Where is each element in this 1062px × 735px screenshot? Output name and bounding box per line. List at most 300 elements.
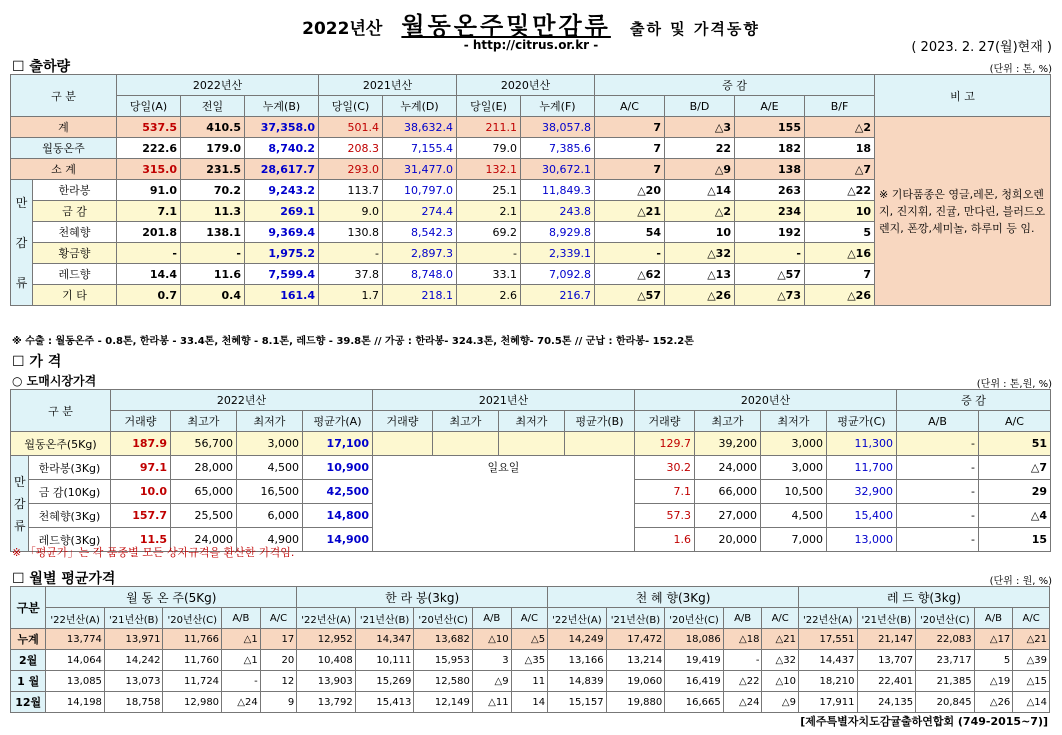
month-cell: 19,880 — [606, 692, 665, 713]
price-col-8: 거래량 — [635, 411, 695, 432]
monthly-title: ☐ 월별 평균가격 — [12, 571, 116, 587]
ship-cell: 2.1 — [457, 201, 521, 222]
price-col-2: 최저가 — [237, 411, 303, 432]
price-cell: 56,700 — [171, 432, 237, 456]
price-cell: 57.3 — [635, 504, 695, 528]
month-cell: 19,060 — [606, 671, 665, 692]
price-hdr-gubun: 구 분 — [11, 390, 111, 432]
ship-cell: 0.7 — [117, 285, 181, 306]
ship-group-char: 만 — [15, 195, 28, 210]
ship-remark: ※ 기타품종은 영글,레몬, 청희오렌지, 진지휘, 진귤, 만다린, 블러드오렌지, 폰깡,세미놀, 하루미 등 임. — [875, 117, 1051, 306]
price-cell: 66,000 — [695, 480, 761, 504]
ship-cell: 234 — [735, 201, 805, 222]
month-cell: △15 — [1013, 671, 1050, 692]
month-cell: 14,437 — [798, 650, 857, 671]
ship-hdr-remark: 비 고 — [875, 75, 1051, 117]
month-cell: △9 — [472, 671, 511, 692]
prices-unit: (단위 : 톤,원, %) — [976, 379, 1052, 390]
month-col: '22년산(A) — [798, 608, 857, 629]
price-cell: 39,200 — [695, 432, 761, 456]
month-cell: 10,408 — [297, 650, 356, 671]
month-cell: 12,580 — [414, 671, 473, 692]
ship-cell: 138.1 — [181, 222, 245, 243]
price-col-1: 최고가 — [171, 411, 237, 432]
price-cell: 29 — [979, 480, 1051, 504]
prices-note: ※ 「평균가」는 각 품종별 모든 상자규격을 환산한 가격임. — [12, 546, 295, 559]
price-cell: 10,900 — [303, 456, 373, 480]
shipments-note: ※ 수출 : 월동온주 - 0.8톤, 한라봉 - 33.4톤, 천혜향 - 8.1톤, 레드향 - 39.8톤 // 가공 : 한라봉- 324.3톤, 천혜향- 70.5톤 // 군납 : 한라봉- 152.2톤 — [12, 336, 694, 347]
month-cell: 13,166 — [548, 650, 607, 671]
ship-cell: - — [319, 243, 383, 264]
price-col-3: 평균가(A) — [303, 411, 373, 432]
month-cell: 3 — [472, 650, 511, 671]
ship-cell: 113.7 — [319, 180, 383, 201]
month-group-3: 레 드 향(3kg) — [798, 587, 1049, 608]
month-cell: △17 — [974, 629, 1013, 650]
ship-cell: 37,358.0 — [245, 117, 319, 138]
month-cell: △24 — [222, 692, 261, 713]
price-cell: 15 — [979, 528, 1051, 552]
ship-cell: 10,797.0 — [383, 180, 457, 201]
site-url[interactable]: - http://citrus.or.kr - — [463, 38, 599, 52]
price-cell: 129.7 — [635, 432, 695, 456]
ship-cell: △14 — [665, 180, 735, 201]
ship-col-8: B/D — [665, 96, 735, 117]
price-cell: 24,000 — [695, 456, 761, 480]
ship-cell: 10 — [805, 201, 875, 222]
price-cell — [499, 432, 565, 456]
ship-group-item-label: 기 타 — [33, 285, 117, 306]
ship-cell: 216.7 — [521, 285, 595, 306]
price-group-char: 감 — [14, 496, 26, 511]
month-cell: 13,214 — [606, 650, 665, 671]
ship-cell: 7,599.4 — [245, 264, 319, 285]
ship-cell: 7 — [595, 138, 665, 159]
month-cell: △5 — [511, 629, 548, 650]
month-cell: 18,086 — [665, 629, 724, 650]
price-group-item-label: 금 감(10Kg) — [29, 480, 111, 504]
ship-row-label: 월동온주 — [11, 138, 117, 159]
price-cell: - — [897, 480, 979, 504]
shipments-unit: (단위 : 톤, %) — [989, 64, 1052, 75]
ship-cell: 91.0 — [117, 180, 181, 201]
month-cell: 14,347 — [355, 629, 414, 650]
ship-cell: 263 — [735, 180, 805, 201]
ship-group-item-label: 레드향 — [33, 264, 117, 285]
month-cell: △22 — [723, 671, 762, 692]
month-cell: △21 — [762, 629, 798, 650]
ship-cell: 5 — [805, 222, 875, 243]
price-col-7: 평균가(B) — [565, 411, 635, 432]
ship-cell: △2 — [805, 117, 875, 138]
ship-cell: 9,369.4 — [245, 222, 319, 243]
month-cell: △19 — [974, 671, 1013, 692]
shipments-table — [10, 74, 1051, 306]
ship-cell: 79.0 — [457, 138, 521, 159]
month-row — [11, 671, 1050, 692]
ship-cell: 8,542.3 — [383, 222, 457, 243]
ship-cell: 7,092.8 — [521, 264, 595, 285]
ship-cell: 8,748.0 — [383, 264, 457, 285]
price-group-item-label: 천혜향(3Kg) — [29, 504, 111, 528]
month-cell: △21 — [1013, 629, 1050, 650]
price-cell: 24,000 — [171, 528, 237, 552]
ship-cell: 7 — [595, 159, 665, 180]
ship-cell: 10 — [665, 222, 735, 243]
month-row-label: 12월 — [11, 692, 46, 713]
month-col: A/B — [974, 608, 1013, 629]
month-cell: 17,551 — [798, 629, 857, 650]
month-col: '22년산(A) — [548, 608, 607, 629]
prices-title: ☐ 가 격 — [12, 354, 62, 370]
ship-col-3: 당일(C) — [319, 96, 383, 117]
month-cell: 18,758 — [104, 692, 163, 713]
price-cell: 4,900 — [237, 528, 303, 552]
price-hdr-2021: 2021년산 — [373, 390, 635, 411]
shipments-title: ☐ 출하량 — [12, 59, 70, 75]
ship-cell: 8,740.2 — [245, 138, 319, 159]
month-cell: △10 — [762, 671, 798, 692]
month-cell: 12 — [260, 671, 297, 692]
month-col: '20년산(C) — [414, 608, 473, 629]
ship-hdr-2022: 2022년산 — [117, 75, 319, 96]
ship-cell: 38,632.4 — [383, 117, 457, 138]
month-row — [11, 692, 1050, 713]
price-group-label — [11, 456, 29, 552]
ship-hdr-change: 증 감 — [595, 75, 875, 96]
price-cell: 25,500 — [171, 504, 237, 528]
price-cell — [373, 432, 433, 456]
month-cell: 11 — [511, 671, 548, 692]
ship-col-2: 누계(B) — [245, 96, 319, 117]
price-cell: 10,500 — [761, 480, 827, 504]
month-cell: △11 — [472, 692, 511, 713]
month-cell: △14 — [1013, 692, 1050, 713]
price-cell: 97.1 — [111, 456, 171, 480]
price-cell: 6,000 — [237, 504, 303, 528]
as-of-date: ( 2023. 2. 27(월)현재 ) — [911, 40, 1052, 55]
ship-cell: 161.4 — [245, 285, 319, 306]
month-cell: △1 — [222, 629, 261, 650]
ship-cell: 8,929.8 — [521, 222, 595, 243]
holiday-label: 일요일 — [487, 461, 520, 474]
ship-cell: 269.1 — [245, 201, 319, 222]
month-cell: 10,111 — [355, 650, 414, 671]
ship-cell: △20 — [595, 180, 665, 201]
ship-cell: 192 — [735, 222, 805, 243]
ship-cell: 537.5 — [117, 117, 181, 138]
month-cell: 20 — [260, 650, 297, 671]
monthly-table — [10, 586, 1050, 713]
ship-cell: 410.5 — [181, 117, 245, 138]
price-cell: 1.6 — [635, 528, 695, 552]
month-cell: 9 — [260, 692, 297, 713]
ship-cell: 179.0 — [181, 138, 245, 159]
month-row-label: 1 월 — [11, 671, 46, 692]
month-cell: 15,953 — [414, 650, 473, 671]
ship-cell: △57 — [735, 264, 805, 285]
month-row — [11, 629, 1050, 650]
title-sub: 출하 및 가격동향 — [629, 20, 760, 38]
ship-cell: △7 — [805, 159, 875, 180]
ship-cell: △62 — [595, 264, 665, 285]
month-col: '21년산(B) — [857, 608, 916, 629]
prices-subtitle: ○ 도매시장가격 — [12, 374, 97, 388]
ship-hdr-2021: 2021년산 — [319, 75, 457, 96]
price-row-label: 월동온주(5Kg) — [11, 432, 111, 456]
price-cell: △7 — [979, 456, 1051, 480]
price-cell: 10.0 — [111, 480, 171, 504]
ship-cell: 30,672.1 — [521, 159, 595, 180]
month-cell: 16,419 — [665, 671, 724, 692]
ship-cell: 2.6 — [457, 285, 521, 306]
price-cell: 28,000 — [171, 456, 237, 480]
ship-hdr-gubun: 구 분 — [11, 75, 117, 117]
month-cell: 23,717 — [916, 650, 975, 671]
report-title — [0, 6, 1062, 41]
ship-cell: △21 — [595, 201, 665, 222]
price-col-0: 거래량 — [111, 411, 171, 432]
ship-cell: 7 — [805, 264, 875, 285]
ship-group-char: 류 — [15, 275, 28, 290]
price-col-10: 최저가 — [761, 411, 827, 432]
price-hdr-2022: 2022년산 — [111, 390, 373, 411]
month-row — [11, 650, 1050, 671]
ship-group-item-label: 황금향 — [33, 243, 117, 264]
ship-cell: 7,155.4 — [383, 138, 457, 159]
month-col: '21년산(B) — [606, 608, 665, 629]
ship-group-label — [11, 180, 33, 306]
price-cell: 30.2 — [635, 456, 695, 480]
month-col: A/B — [222, 608, 261, 629]
month-cell: 11,766 — [163, 629, 222, 650]
month-cell: 22,083 — [916, 629, 975, 650]
ship-cell: 33.1 — [457, 264, 521, 285]
ship-cell: △73 — [735, 285, 805, 306]
price-cell: 157.7 — [111, 504, 171, 528]
price-cell: △4 — [979, 504, 1051, 528]
month-cell: 12,952 — [297, 629, 356, 650]
ship-cell: 9.0 — [319, 201, 383, 222]
price-group-char: 만 — [14, 474, 26, 489]
ship-cell: - — [735, 243, 805, 264]
ship-col-9: A/E — [735, 96, 805, 117]
month-cell: 13,903 — [297, 671, 356, 692]
ship-cell: 9,243.2 — [245, 180, 319, 201]
price-hdr-2020: 2020년산 — [635, 390, 897, 411]
ship-cell: 11.6 — [181, 264, 245, 285]
ship-cell: - — [595, 243, 665, 264]
month-cell: 18,210 — [798, 671, 857, 692]
month-cell: 17,911 — [798, 692, 857, 713]
month-cell: 13,707 — [857, 650, 916, 671]
month-cell: 14,064 — [46, 650, 105, 671]
price-cell: 42,500 — [303, 480, 373, 504]
month-col: A/B — [723, 608, 762, 629]
price-group-char: 류 — [14, 518, 26, 533]
ship-col-10: B/F — [805, 96, 875, 117]
price-cell: 65,000 — [171, 480, 237, 504]
ship-cell: 11.3 — [181, 201, 245, 222]
ship-cell: 2,339.1 — [521, 243, 595, 264]
price-hdr-change: 증 감 — [897, 390, 1051, 411]
title-year: 2022년산 — [302, 19, 383, 39]
ship-row-label: 소 계 — [11, 159, 117, 180]
month-cell: 13,073 — [104, 671, 163, 692]
price-group-row — [11, 456, 1051, 480]
ship-cell: 69.2 — [457, 222, 521, 243]
price-cell: 187.9 — [111, 432, 171, 456]
month-cell: 17,472 — [606, 629, 665, 650]
price-cell: 3,000 — [761, 432, 827, 456]
price-col-11: 평균가(C) — [827, 411, 897, 432]
monthly-unit: (단위 : 원, %) — [989, 576, 1052, 587]
ship-row — [11, 117, 1051, 138]
ship-cell: 37.8 — [319, 264, 383, 285]
ship-col-1: 전일 — [181, 96, 245, 117]
ship-cell: 28,617.7 — [245, 159, 319, 180]
ship-cell: 132.1 — [457, 159, 521, 180]
ship-col-6: 누계(F) — [521, 96, 595, 117]
month-cell: - — [222, 671, 261, 692]
month-cell: 15,269 — [355, 671, 414, 692]
month-cell: 12,149 — [414, 692, 473, 713]
month-cell: 24,135 — [857, 692, 916, 713]
ship-cell: △16 — [805, 243, 875, 264]
ship-cell: 2,897.3 — [383, 243, 457, 264]
month-cell: 14,198 — [46, 692, 105, 713]
ship-cell: 293.0 — [319, 159, 383, 180]
ship-cell: △22 — [805, 180, 875, 201]
month-col: A/C — [511, 608, 548, 629]
price-col-6: 최저가 — [499, 411, 565, 432]
month-cell: △9 — [762, 692, 798, 713]
price-col-13: A/C — [979, 411, 1051, 432]
ship-cell: 25.1 — [457, 180, 521, 201]
ship-col-0: 당일(A) — [117, 96, 181, 117]
ship-col-4: 누계(D) — [383, 96, 457, 117]
ship-cell: 138 — [735, 159, 805, 180]
price-cell: 27,000 — [695, 504, 761, 528]
ship-cell: 18 — [805, 138, 875, 159]
month-cell: 20,845 — [916, 692, 975, 713]
ship-cell: 7 — [595, 117, 665, 138]
ship-cell: 211.1 — [457, 117, 521, 138]
month-col: '20년산(C) — [916, 608, 975, 629]
price-cell — [565, 432, 635, 456]
ship-cell: △57 — [595, 285, 665, 306]
month-cell: 16,665 — [665, 692, 724, 713]
ship-cell: △32 — [665, 243, 735, 264]
month-group-0: 월 동 온 주(5Kg) — [46, 587, 297, 608]
month-cell: 14,839 — [548, 671, 607, 692]
price-cell: 13,000 — [827, 528, 897, 552]
month-cell: 21,147 — [857, 629, 916, 650]
ship-cell: △3 — [665, 117, 735, 138]
price-cell: 15,400 — [827, 504, 897, 528]
month-col: A/B — [472, 608, 511, 629]
ship-row-label: 계 — [11, 117, 117, 138]
month-cell: 14,249 — [548, 629, 607, 650]
price-col-12: A/B — [897, 411, 979, 432]
ship-cell: 70.2 — [181, 180, 245, 201]
price-col-5: 최고가 — [433, 411, 499, 432]
month-cell: 5 — [974, 650, 1013, 671]
month-cell: △35 — [511, 650, 548, 671]
month-cell: △32 — [762, 650, 798, 671]
month-col: '21년산(B) — [355, 608, 414, 629]
month-cell: 17 — [260, 629, 297, 650]
price-cell: 14,800 — [303, 504, 373, 528]
ship-cell: 31,477.0 — [383, 159, 457, 180]
price-col-9: 최고가 — [695, 411, 761, 432]
ship-cell: △13 — [665, 264, 735, 285]
price-group-item-label: 한라봉(3Kg) — [29, 456, 111, 480]
ship-cell: 14.4 — [117, 264, 181, 285]
price-cell: 20,000 — [695, 528, 761, 552]
price-col-4: 거래량 — [373, 411, 433, 432]
month-cell: 15,157 — [548, 692, 607, 713]
ship-cell: 231.5 — [181, 159, 245, 180]
month-cell: 14 — [511, 692, 548, 713]
ship-hdr-2020: 2020년산 — [457, 75, 595, 96]
ship-cell: 501.4 — [319, 117, 383, 138]
month-group-1: 한 라 봉(3kg) — [297, 587, 548, 608]
ship-cell: 1,975.2 — [245, 243, 319, 264]
month-col: A/C — [762, 608, 798, 629]
month-cell: 21,385 — [916, 671, 975, 692]
month-cell: 13,682 — [414, 629, 473, 650]
ship-group-item-label: 금 감 — [33, 201, 117, 222]
month-cell: 22,401 — [857, 671, 916, 692]
prices-table — [10, 389, 1051, 552]
month-cell: 15,413 — [355, 692, 414, 713]
price-cell: 32,900 — [827, 480, 897, 504]
month-col: '20년산(C) — [163, 608, 222, 629]
month-row-label: 2월 — [11, 650, 46, 671]
price-cell: 4,500 — [237, 456, 303, 480]
ship-cell: 0.4 — [181, 285, 245, 306]
ship-cell: 243.8 — [521, 201, 595, 222]
price-cell: - — [897, 456, 979, 480]
month-group-2: 천 혜 향(3Kg) — [548, 587, 799, 608]
ship-group-char: 감 — [15, 235, 28, 250]
month-cell: 13,085 — [46, 671, 105, 692]
price-cell: 16,500 — [237, 480, 303, 504]
month-col: '20년산(C) — [665, 608, 724, 629]
footer-org: [제주특별자치도감귤출하연합회 (749-2015~7)] — [800, 715, 1048, 728]
month-cell: △39 — [1013, 650, 1050, 671]
ship-cell: 155 — [735, 117, 805, 138]
month-col: A/C — [1013, 608, 1050, 629]
ship-cell: △2 — [665, 201, 735, 222]
month-cell: 11,760 — [163, 650, 222, 671]
month-cell: 19,419 — [665, 650, 724, 671]
month-cell: 11,724 — [163, 671, 222, 692]
ship-cell: 130.8 — [319, 222, 383, 243]
ship-cell: △26 — [805, 285, 875, 306]
month-cell: - — [723, 650, 762, 671]
ship-group-item-label: 천혜향 — [33, 222, 117, 243]
ship-cell: △9 — [665, 159, 735, 180]
month-cell: 12,980 — [163, 692, 222, 713]
ship-cell: 38,057.8 — [521, 117, 595, 138]
month-cell: △24 — [723, 692, 762, 713]
price-cell: 14,900 — [303, 528, 373, 552]
ship-cell: 182 — [735, 138, 805, 159]
price-group-item-label: 레드향(3Kg) — [29, 528, 111, 552]
ship-cell: - — [117, 243, 181, 264]
